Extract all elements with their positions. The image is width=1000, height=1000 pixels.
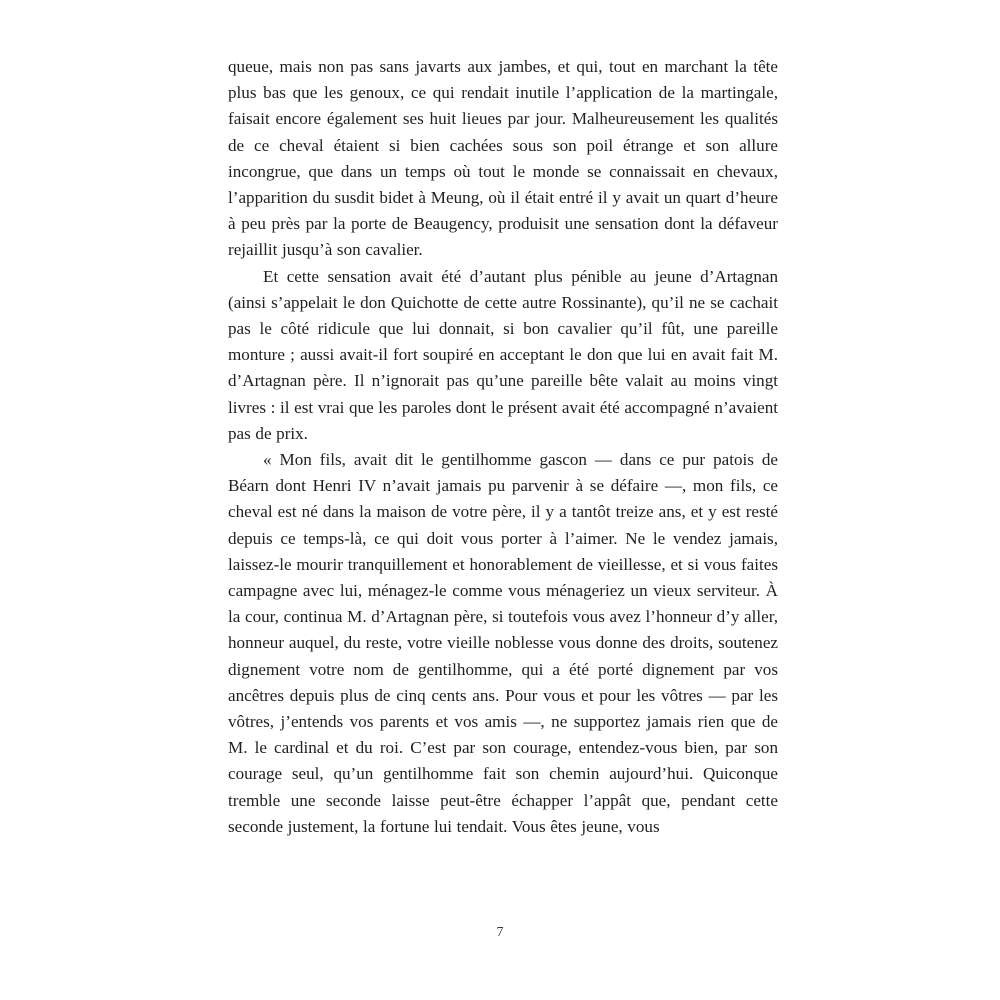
paragraph-3: « Mon fils, avait dit le gentilhomme gascon — dans ce pur patois de Béarn dont Henri IV n’avait jamais pu parvenir à se défaire —, mon fils, ce cheval est né dans la maison de votre père, il y a tantôt treize ans, et y est resté depuis ce temps-là, ce qui doit vous porter à l’aimer. Ne le vendez jamais, laissez-le mourir tranquillement et honorablement de vieillesse, et si vous faites campagne avec lui, ménagez-le comme vous ménageriez un vieux serviteur. À la cour, continua M. d’Artagnan père, si toutefois vous avez l’honneur d’y aller, honneur auquel, du reste, votre vieille noblesse vous donne des droits, soutenez dignement votre nom de gentilhomme, qui a été porté dignement par vos ancêtres depuis plus de cinq cents ans. Pour vous et pour les vôtres — par les vôtres, j’entends vos parents et vos amis —, ne supportez jamais rien que de M. le cardinal et du roi. C’est par son courage, entendez-vous bien, par son courage seul, qu’un gentilhomme fait son chemin aujourd’hui. Quiconque tremble une seconde laisse peut-être échapper l’appât que, pendant cette seconde justement, la fortune lui tendait. Vous êtes jeune, vous: [228, 450, 778, 836]
paragraph-2: Et cette sensation avait été d’autant plus pénible au jeune d’Artagnan (ainsi s’appelait le don Quichotte de cette autre Rossinante), qu’il ne se cachait pas le côté ridicule que lui donnait, si bon cavalier qu’il fût, une pareille monture ; aussi avait-il fort soupiré en acceptant le don que lui en avait fait M. d’Artagnan père. Il n’ignorait pas qu’une pareille bête valait au moins vingt livres : il est vrai que les paroles dont le présent avait été accompagné n’avaient pas de prix.: [228, 266, 778, 443]
page-text-block: [228, 54, 778, 840]
paragraph-1: queue, mais non pas sans javarts aux jambes, et qui, tout en marchant la tête plus bas que les genoux, ce qui rendait inutile l’application de la martingale, faisait encore également ses huit lieues par jour. Malheureusement les qualités de ce cheval étaient si bien cachées sous son poil étrange et son allure incongrue, que dans un temps où tout le monde se connaissait en chevaux, l’apparition du susdit bidet à Meung, où il était entré il y avait un quart d’heure à peu près par la porte de Beaugency, produisit une sensation dont la défaveur rejaillit jusqu’à son cavalier.: [228, 57, 778, 260]
page-number: 7: [496, 925, 504, 940]
